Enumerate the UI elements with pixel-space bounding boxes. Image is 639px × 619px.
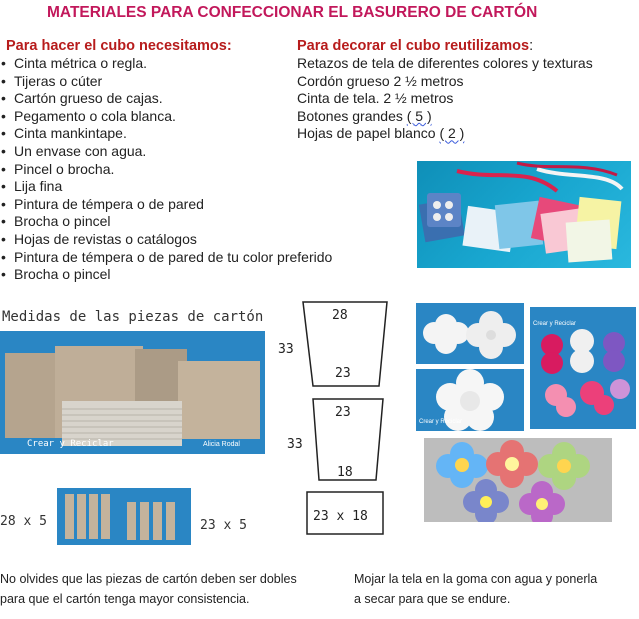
list-item: • Pintura de témpera o de pared de tu color preferido [0,249,332,267]
materials-list [0,55,332,284]
cardboard-illustration [0,331,265,454]
footer-right-line1: Mojar la tela en la goma con agua y ponerla [354,572,598,586]
cardboard-photo [0,331,265,454]
list-item: • Lija fina [0,178,332,196]
flower-photo-4 [424,438,612,522]
list-item: Cinta de tela. 2 ½ metros [297,90,454,107]
flower-photo-3 [530,307,636,429]
pattern-shapes [275,298,410,538]
strips-photo [57,488,191,545]
list-item: • Pincel o brocha. [0,161,332,179]
list-item: • Tijeras o cúter [0,73,332,91]
right-heading-text: Para decorar el cubo reutilizamos [297,38,530,54]
base-label: 23 x 18 [313,509,368,524]
photo-caption: Crear y Reciclar [27,439,114,449]
list-item: • Cartón grueso de cajas. [0,90,332,108]
trap2-side-label: 33 [287,437,303,452]
botones-qty: ( 5 ) [406,107,432,124]
list-item: • Brocha o pincel [0,266,332,284]
list-item: • Pintura de témpera o de pared [0,196,332,214]
strip-label-left: 28 x 5 [0,514,47,529]
list-item: • Hojas de revistas o catálogos [0,231,332,249]
trap1-bottom-label: 23 [335,366,351,381]
fabric-illustration [417,161,631,268]
flower-photo-1 [416,303,524,364]
measures-heading: Medidas de las piezas de cartón [2,309,264,325]
left-heading: Para hacer el cubo necesitamos: [6,38,232,54]
list-item [297,125,593,143]
footer-left-line2: para que el cartón tenga mayor consistencia. [0,592,250,606]
list-item: • Cinta mankintape. [0,125,332,143]
list-item: • Pegamento o cola blanca. [0,108,332,126]
trap2-top-label: 23 [335,405,351,420]
photo-credit: Alicia Rodal [203,441,240,448]
list-item: • Un envase con agua. [0,143,332,161]
list-item: • Cinta métrica o regla. [0,55,332,73]
right-heading [297,38,533,54]
footer-note-left [0,569,297,609]
footer-note-right [354,569,597,609]
footer-left-line1: No olvides que las piezas de cartón deben ser dobles [0,572,297,586]
trap2-bottom-label: 18 [337,465,353,480]
trap1-top-label: 28 [332,308,348,323]
right-heading-colon: : [529,38,534,54]
flower-photo-2 [416,369,524,431]
trap1-side-label: 33 [278,342,294,357]
botones-label: Botones grandes [297,107,403,124]
hojas-qty: ( 2 ) [439,125,465,142]
flowers2-caption: Crear y Reciclar [533,321,577,327]
list-item: Retazos de tela de diferentes colores y texturas [297,55,593,71]
flowers-caption: Crear y Reciclar [419,419,463,425]
footer-right-line2: a secar para que se endure. [354,592,511,606]
page-title: MATERIALES PARA CONFECCIONAR EL BASURERO DE CARTÓN [47,4,538,21]
decor-list [297,55,593,143]
strips-illustration [57,488,191,545]
fabric-photo [417,161,631,268]
hojas-label: Hojas de papel blanco [297,125,436,142]
strip-label-right: 23 x 5 [200,518,247,533]
list-item: • Brocha o pincel [0,213,332,231]
felt-flowers-illustration [424,438,612,522]
list-item [297,108,593,126]
white-flowers-illustration [416,303,524,364]
list-item: Cordón grueso 2 ½ metros [297,72,464,89]
